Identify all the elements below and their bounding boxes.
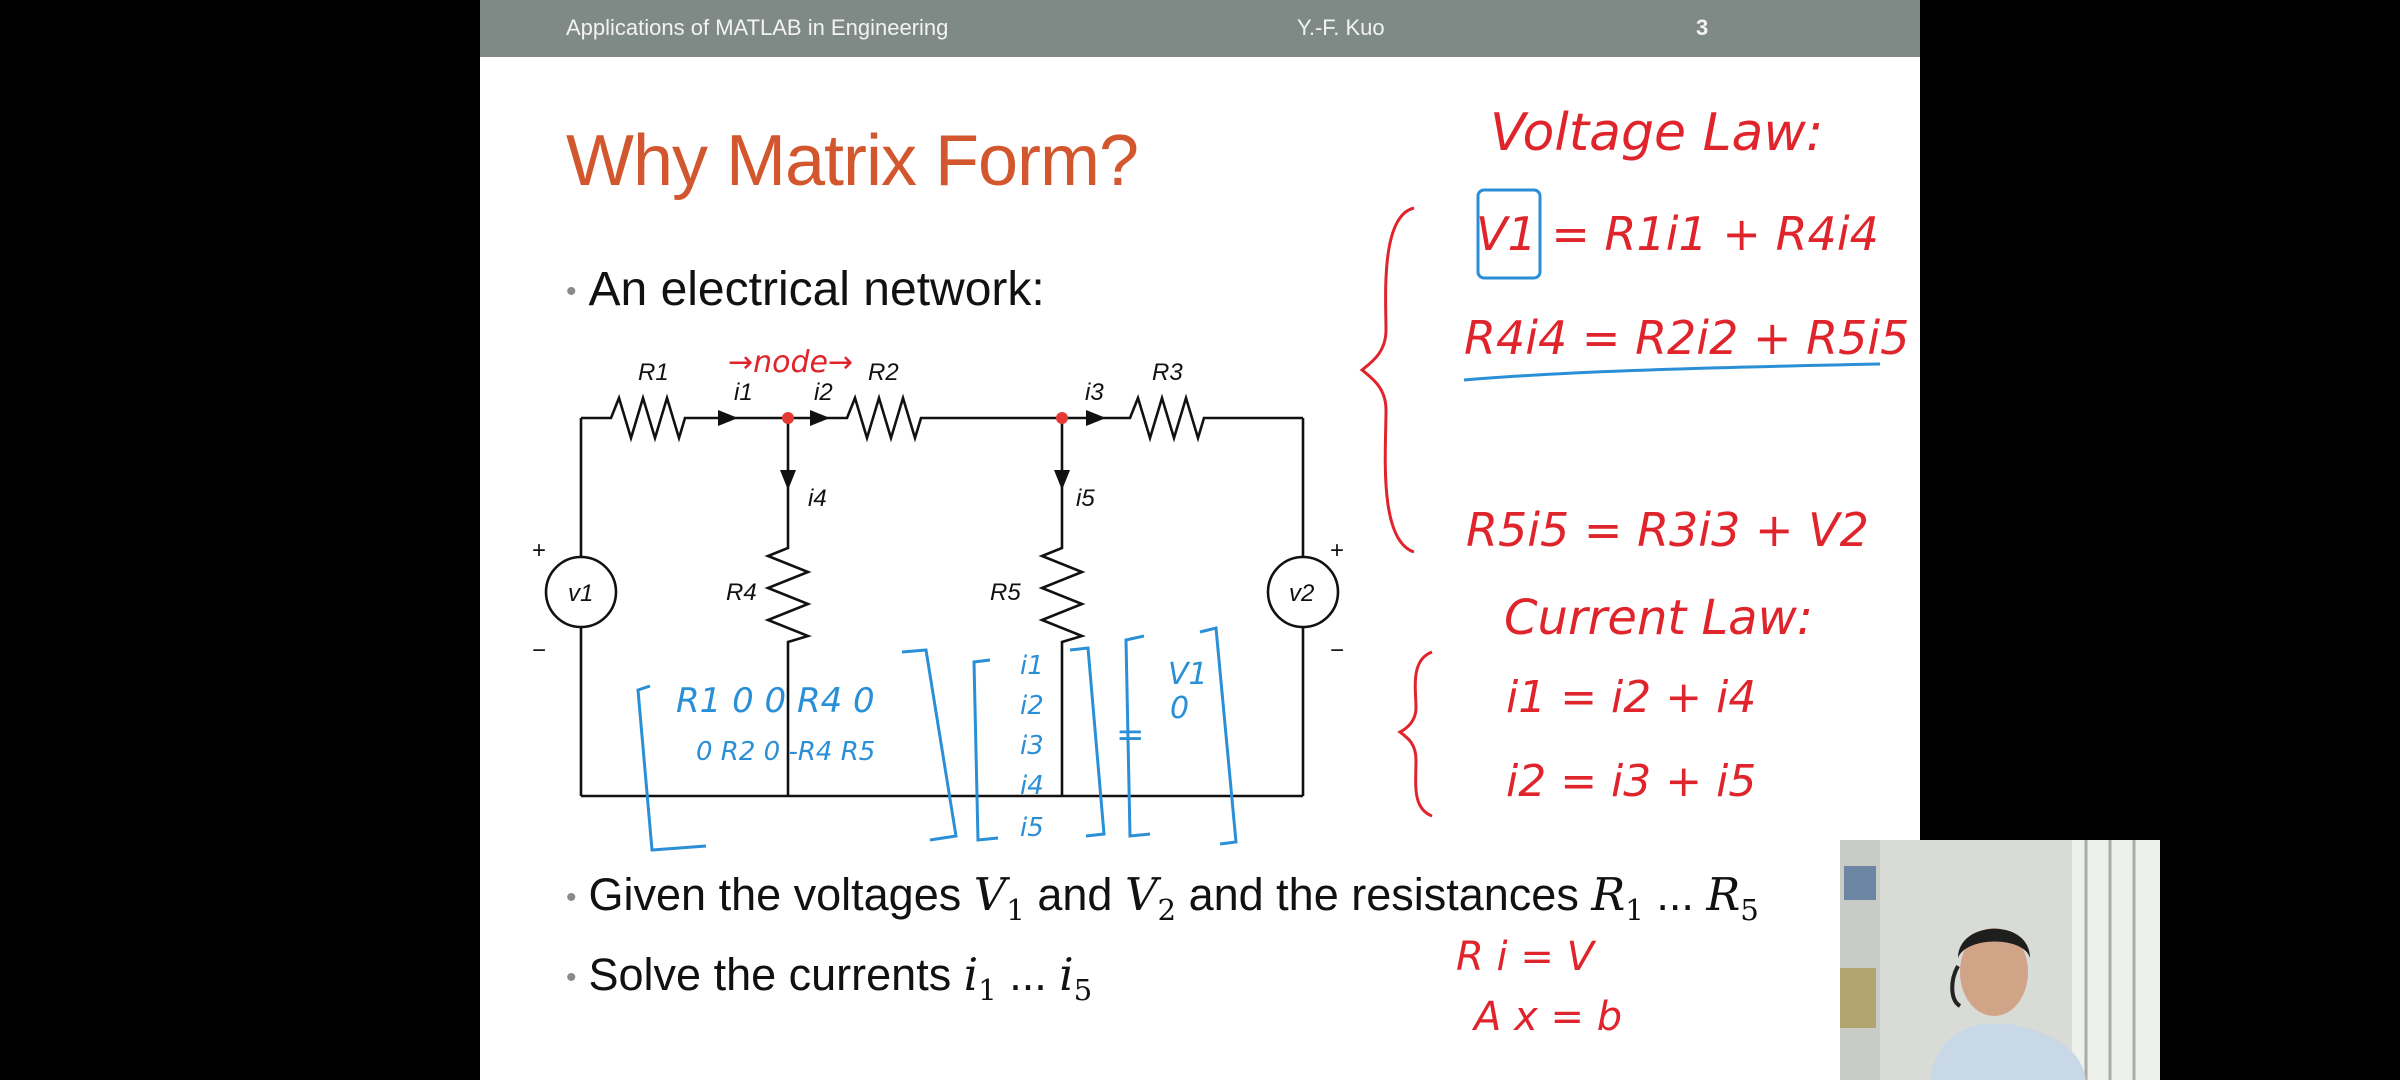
label-r1: R1 bbox=[638, 359, 669, 386]
bullet-given-voltages: • Given the voltages $V_1$ and $V_2$ and the resistances $R_1$ ... $R_5$ bbox=[566, 868, 1759, 927]
author-name: Y.-F. Kuo bbox=[1297, 15, 1385, 40]
ink-bracket-matrix-right bbox=[902, 650, 956, 840]
ink-vec-i-3: i3 bbox=[1020, 731, 1044, 761]
ink-summary-1: R i = V bbox=[1456, 934, 1594, 980]
math-i5: $i_5$ bbox=[1059, 948, 1093, 1007]
ink-vec-v-1: V1 bbox=[1168, 657, 1208, 692]
label-i4: i4 bbox=[808, 485, 827, 512]
label-i2: i2 bbox=[814, 379, 833, 406]
v1-minus: − bbox=[532, 637, 547, 664]
ink-brace-voltage bbox=[1362, 208, 1414, 552]
bullet-dot: • bbox=[566, 275, 577, 309]
bullet-dot: • bbox=[566, 881, 577, 915]
v2-plus: + bbox=[1330, 537, 1345, 564]
v1-plus: + bbox=[532, 537, 547, 564]
label-r5: R5 bbox=[990, 579, 1021, 606]
page-number: 3 bbox=[1696, 15, 1709, 40]
math-v1: $V_1$ bbox=[973, 868, 1025, 927]
label-i5: i5 bbox=[1076, 485, 1095, 512]
ink-underline bbox=[1464, 364, 1880, 380]
label-i3: i3 bbox=[1085, 379, 1104, 406]
ink-equals: = bbox=[1116, 715, 1145, 755]
webcam-feed bbox=[1840, 840, 2160, 1080]
ink-vec-i-1: i1 bbox=[1020, 651, 1044, 681]
ink-voltage-law-title: Voltage Law: bbox=[1490, 103, 1824, 163]
ink-bracket-vec-i-right bbox=[1070, 648, 1104, 836]
bullet-solve-currents: • Solve the currents $i_1$ ... $i_5$ bbox=[566, 948, 1093, 1007]
label-v2: v2 bbox=[1289, 580, 1315, 607]
ink-vec-i-2: i2 bbox=[1020, 691, 1044, 721]
bullet-text: An electrical network: bbox=[588, 263, 1045, 316]
math-i1: $i_1$ bbox=[963, 948, 997, 1007]
ink-matrix-row2: 0 R2 0 -R4 R5 bbox=[696, 737, 876, 767]
ink-brace-current bbox=[1400, 652, 1432, 816]
ink-current-law-title: Current Law: bbox=[1504, 590, 1814, 646]
ink-cl-eq1: i1 = i2 + i4 bbox=[1506, 672, 1757, 723]
math-v2: $V_2$ bbox=[1124, 868, 1177, 927]
bullet-dot: • bbox=[566, 961, 577, 995]
presenter-webcam bbox=[1840, 840, 2160, 1080]
label-r3: R3 bbox=[1152, 359, 1183, 386]
ink-vl-eq1: V1 = R1i1 + R4i4 bbox=[1476, 207, 1879, 261]
ink-vl-eq2: R4i4 = R2i2 + R5i5 bbox=[1464, 311, 1910, 365]
ink-cl-eq2: i2 = i3 + i5 bbox=[1506, 756, 1757, 807]
ink-node: →node→ bbox=[728, 345, 854, 380]
math-r1: $R_1$ bbox=[1591, 868, 1644, 927]
slide-title: Why Matrix Form? bbox=[566, 121, 1139, 201]
label-r4: R4 bbox=[726, 579, 757, 606]
math-r5: $R_5$ bbox=[1706, 868, 1759, 927]
label-i1: i1 bbox=[734, 379, 753, 406]
course-title: Applications of MATLAB in Engineering bbox=[566, 15, 949, 40]
slide bbox=[480, 0, 1920, 1080]
label-v1: v1 bbox=[568, 580, 594, 607]
ink-vec-i-5: i5 bbox=[1020, 813, 1044, 843]
label-r2: R2 bbox=[868, 359, 899, 386]
ink-bracket-vec-i-left bbox=[974, 660, 998, 840]
v2-minus: − bbox=[1330, 637, 1345, 664]
ink-summary-2: A x = b bbox=[1474, 994, 1623, 1040]
ink-matrix-row1: R1 0 0 R4 0 bbox=[676, 681, 875, 721]
ink-vec-i-4: i4 bbox=[1020, 771, 1044, 801]
ink-vl-eq3: R5i5 = R3i3 + V2 bbox=[1466, 503, 1869, 557]
ink-vec-v-2: 0 bbox=[1170, 691, 1190, 726]
